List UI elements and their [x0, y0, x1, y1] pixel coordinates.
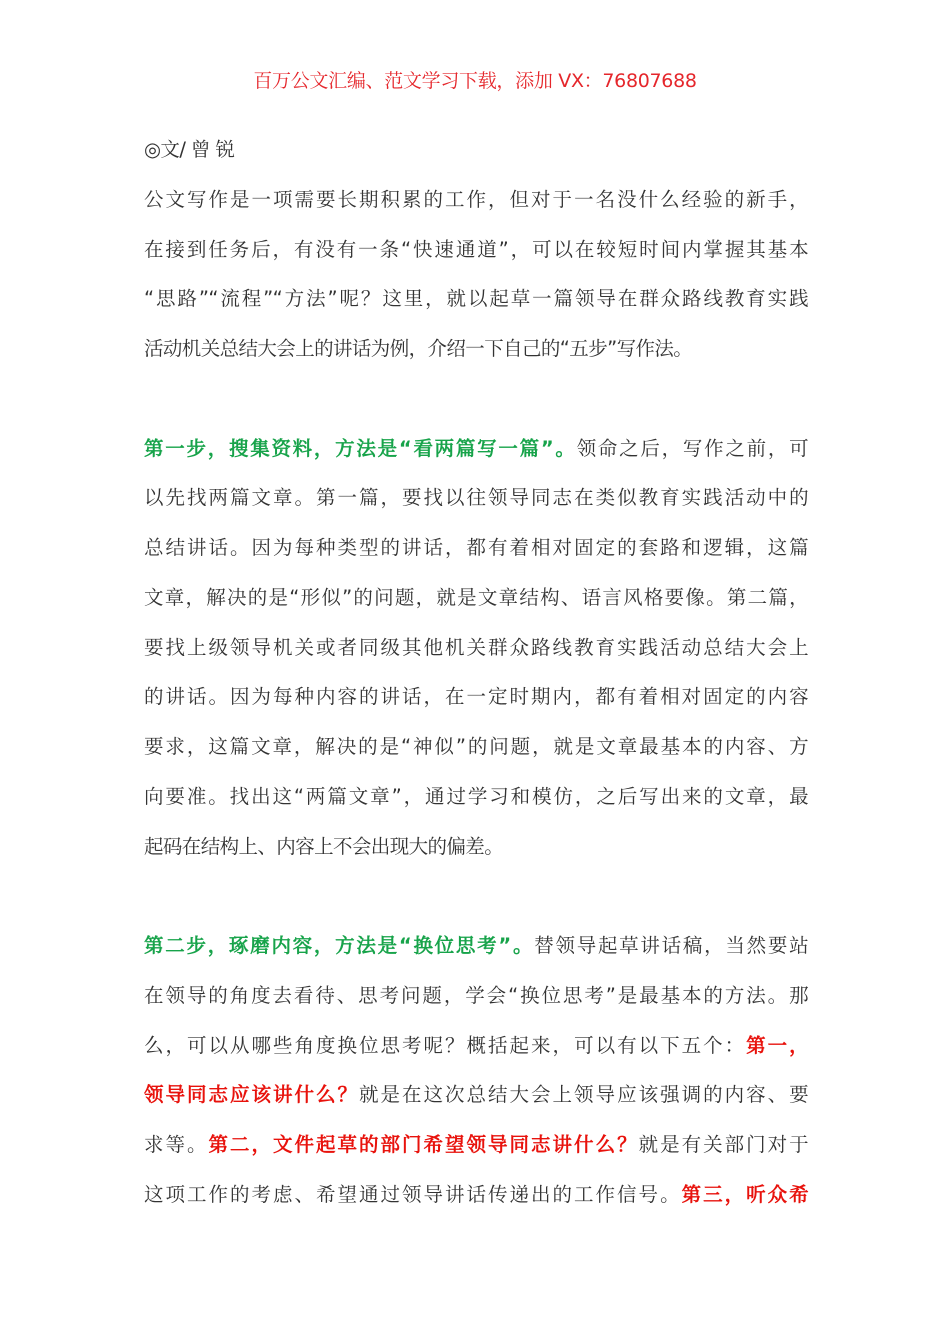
body-text: 公文写作是一项需要长期积累的工作，但对于一名没什么经验的新手，	[144, 187, 808, 211]
body-text: 在接到任务后，有没有一条“快速通道”，可以在较短时间内掌握其基本	[144, 237, 808, 261]
body-text: 在领导的角度去看待、思考问题，学会“换位思考”是最基本的方法。那	[144, 983, 808, 1007]
paragraph-spacer	[144, 381, 808, 431]
text-line	[144, 281, 808, 331]
body-text: 求等。	[144, 1133, 209, 1156]
text-line	[144, 1127, 808, 1177]
text-line	[144, 431, 808, 481]
body-text: 的讲话。因为每种内容的讲话，在一定时期内，都有着相对固定的内容	[144, 685, 808, 709]
body-text: 起码在结构上、内容上不会出现大的偏差。	[144, 834, 504, 858]
body-text: ◎文/ 曾 锐	[144, 138, 235, 161]
text-line	[144, 779, 808, 829]
text-line	[144, 1077, 808, 1127]
body-text: 么，可以从哪些角度换位思考呢？概括起来，可以有以下五个：	[144, 1033, 747, 1057]
body-text: 向要准。找出这“两篇文章”，通过学习和模仿，之后写出来的文章，最	[144, 784, 808, 808]
body-text: 文章，解决的是“形似”的问题，就是文章结构、语言风格要像。第二篇，	[144, 585, 808, 609]
body-text: 就是有关部门对于	[638, 1133, 808, 1156]
text-line	[144, 182, 808, 232]
emphasis-text: 第二，文件起草的部门希望领导同志讲什么？	[208, 1133, 639, 1156]
body-text: 要找上级领导机关或者同级其他机关群众路线教育实践活动总结大会上	[144, 635, 808, 659]
step-heading: 第一步，搜集资料，方法是“看两篇写一篇”。	[144, 436, 577, 460]
text-line	[144, 530, 808, 580]
body-text: 要求，这篇文章，解决的是“神似”的问题，就是文章最基本的内容、方	[144, 735, 808, 758]
body-text: “思路”“流程”“方法”呢？这里，就以起草一篇领导在群众路线教育实践	[144, 287, 808, 311]
text-line	[144, 829, 808, 879]
document-body	[144, 132, 808, 1227]
text-line	[144, 679, 808, 729]
text-line	[144, 232, 808, 282]
text-line	[144, 928, 808, 978]
author-byline	[144, 132, 808, 182]
body-text: 就是在这次总结大会上领导应该强调的内容、要	[359, 1083, 808, 1107]
watermark-header: 百万公文汇编、范文学习下载，添加 VX：76807688	[253, 70, 697, 92]
text-line	[144, 480, 808, 530]
text-line	[144, 1177, 808, 1227]
body-text: 总结讲话。因为每种类型的讲话，都有着相对固定的套路和逻辑，这篇	[144, 536, 808, 559]
body-text: 替领导起草讲话稿，当然要站	[534, 934, 809, 957]
text-line	[144, 630, 808, 680]
emphasis-text: 第三，听众希	[681, 1182, 808, 1206]
body-text: 活动机关总结大会上的讲话为例，介绍一下自己的“五步”写作法。	[144, 337, 693, 360]
emphasis-text: 第一，	[746, 1033, 809, 1057]
paragraph-spacer	[144, 878, 808, 928]
step-heading: 第二步，琢磨内容，方法是“换位思考”。	[144, 934, 535, 957]
emphasis-text: 领导同志应该讲什么？	[144, 1083, 360, 1107]
text-line	[144, 978, 808, 1028]
body-text: 领命之后，写作之前，可	[576, 436, 808, 460]
body-text: 这项工作的考虑、希望通过领导讲话传递出的工作信号。	[144, 1182, 682, 1206]
body-text: 以先找两篇文章。第一篇，要找以往领导同志在类似教育实践活动中的	[144, 486, 808, 510]
text-line	[144, 580, 808, 630]
text-line	[144, 331, 808, 381]
text-line	[144, 1028, 808, 1078]
text-line	[144, 729, 808, 779]
